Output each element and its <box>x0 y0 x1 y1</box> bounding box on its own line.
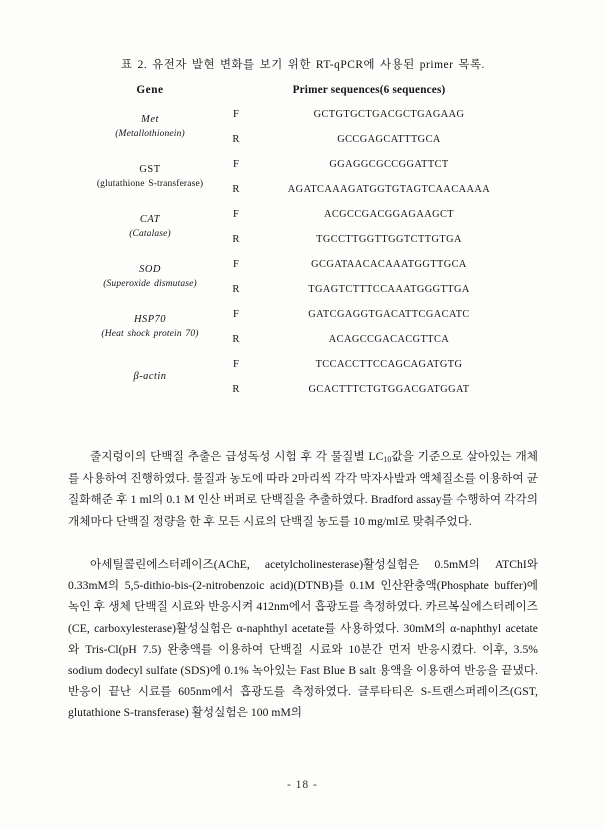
primer-sequence-forward: GCGATAACACAAATGGTTGCA <box>311 259 467 270</box>
body-paragraph-first <box>68 446 538 532</box>
primer-sequence-reverse: TGCCTTGGTTGGTCTTGTGA <box>316 234 462 245</box>
gene-name-cell <box>84 152 216 202</box>
primer-sequence-forward: GATCGAGGTGACATTCGACATC <box>308 309 470 320</box>
primer-sequence-reverse: TGAGTCTTTCCAAATGGGTTGA <box>308 284 470 295</box>
table-header <box>84 78 522 102</box>
lc10-subscript: 10 <box>383 454 392 464</box>
primer-direction-forward: F <box>232 359 240 370</box>
gene-full-name: (glutathione S-transferase) <box>96 178 204 189</box>
gene-symbol: β-actin <box>133 370 167 382</box>
table-row <box>84 202 522 227</box>
primer-direction-reverse: R <box>232 284 240 295</box>
primer-sequence-forward: ACGCCGACGGAGAAGCT <box>323 209 455 220</box>
primer-direction-forward: F <box>232 309 240 320</box>
gene-full-name: (Heat shock protein 70) <box>101 328 199 339</box>
gene-symbol: Met <box>141 114 159 126</box>
primer-sequence-reverse: GCCGAGCATTTGCA <box>337 134 441 145</box>
paragraph-enzyme-assays: 아세틸콜린에스터레이즈(AChE, acetylcholinesterase)활성실험은 0.5mM의 ATChI와 0.33mM의 5,5-dithio-bis-(2-nitrobenzoic acid)(DTNB)를 0.1M 인산완충액(Phosphate buffer)에 녹인 후 생체 단백질 시료와 반응시켜 412nm에서 흡광도를 측정하였다. 카르복실에스터레이즈(CE, carboxylesterase)활성실험은 α-naphthyl acetate를 사용하였다. 30mM의 α-naphthyl acetate와 Tris-Cl(pH 7.5) 완충액를 이용하여 단백질 시료와 10분간 먼저 반응시켰다. 이후, 3.5% sodium dodecyl sulfate (SDS)에 0.1% 녹아있는 Fast Blue B salt 용액을 이용하여 반응을 끝냈다. 반응이 끝난 시료를 605nm에서 흡광도를 측정하였다. 글루타티온 S-트랜스퍼레이즈(GST, glutathione S-transferase) 활성실험은 100 mM의 <box>68 558 538 720</box>
gene-symbol: GST <box>139 164 161 176</box>
primer-direction-forward: F <box>232 109 240 120</box>
primer-direction-reverse: R <box>232 184 240 195</box>
gene-full-name: (Superoxide dismutase) <box>103 278 197 289</box>
primer-sequence-forward: TCCACCTTCCAGCAGATGTG <box>315 359 463 370</box>
table-row <box>84 252 522 277</box>
gene-symbol: SOD <box>139 264 161 276</box>
primer-direction-reverse: R <box>232 134 240 145</box>
page-number: - 18 - <box>287 779 318 791</box>
primer-sequence-forward: GCTGTGCTGACGCTGAGAAG <box>313 109 465 120</box>
primer-sequence-reverse: GCACTTTCTGTGGACGATGGAT <box>308 384 470 395</box>
table-caption: 표 2. 유전자 발현 변화를 보기 위한 RT-qPCR에 사용된 primer 목록. <box>121 59 485 71</box>
gene-symbol: CAT <box>139 214 161 226</box>
gene-name-cell <box>84 302 216 352</box>
primer-sequence-reverse: ACAGCCGACACGTTCA <box>328 334 450 345</box>
gene-name-cell <box>84 252 216 302</box>
primer-table <box>84 78 522 402</box>
table-header-row <box>84 78 522 102</box>
table-row <box>84 352 522 377</box>
table-row <box>84 302 522 327</box>
primer-direction-forward: F <box>232 209 240 220</box>
gene-name-cell <box>84 102 216 152</box>
gene-name-cell <box>84 202 216 252</box>
primer-table-container <box>84 78 522 402</box>
paragraph-1-text-a: 줄지렁이의 단백질 추출은 급성독성 시험 후 각 물질별 LC <box>90 450 384 463</box>
primer-sequence-forward: GGAGGCGCCGGATTCT <box>329 159 449 170</box>
paragraph-protein-extraction <box>68 446 538 532</box>
column-header-gene: Gene <box>136 84 164 96</box>
gene-symbol: HSP70 <box>134 314 166 326</box>
column-header-sequences: Primer sequences(6 sequences) <box>292 84 446 96</box>
table-body <box>84 102 522 402</box>
primer-sequence-reverse: AGATCAAAGATGGTGTAGTCAACAAAA <box>287 184 491 195</box>
primer-direction-forward: F <box>232 259 240 270</box>
gene-name-cell <box>84 352 216 402</box>
body-paragraph-second <box>68 554 538 724</box>
primer-direction-forward: F <box>232 159 240 170</box>
gene-full-name: (Catalase) <box>129 228 171 239</box>
primer-direction-reverse: R <box>232 334 240 345</box>
table-row <box>84 102 522 127</box>
table-row <box>84 152 522 177</box>
paragraph-1-text-b: 값을 기준으로 살아있는 개체를 사용하여 진행하였다. 물질과 농도에 따라 2마리씩 각각 막자사발과 액체질소를 이용하여 균질화해준 후 1 ml의 0.1 M 인산 버퍼로 단백질을 추출하였다. Bradford assay를 수행하여 각각의 개체마다 단백질 정량을 한 후 모든 시료의 단백질 농도를 10 mg/ml로 맞춰주었다. <box>68 450 539 528</box>
primer-direction-reverse: R <box>232 384 240 395</box>
gene-full-name: (Metallothionein) <box>115 128 185 139</box>
primer-direction-reverse: R <box>232 234 240 245</box>
